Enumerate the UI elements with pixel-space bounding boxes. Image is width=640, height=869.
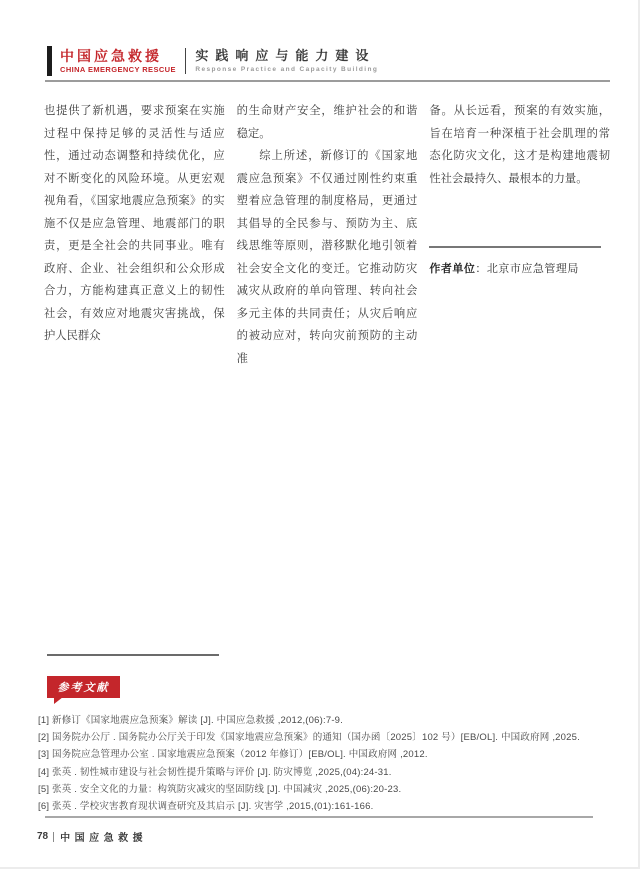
journal-title-cn: 中国应急救援 — [60, 47, 162, 64]
header-rule — [45, 80, 610, 82]
footer-divider — [53, 832, 54, 842]
author-block — [429, 246, 601, 281]
page-number: 78 — [37, 831, 49, 842]
author-label: 作者单位 — [429, 263, 476, 275]
header-vertical-divider — [185, 48, 187, 74]
paragraph-continued: 备。从长远看，预案的有效实施，旨在培育一种深植于社会肌理的常态化防灾文化，这才是构建地震韧性社会最持久、最根本的力量。 — [429, 105, 611, 185]
article-body — [44, 100, 611, 365]
section-block — [195, 48, 378, 75]
reference-item: [2] 国务院办公厅 . 国务院办公厅关于印发《国家地震应急预案》的通知（国办函〔2025〕102 号）[EB/OL]. 中国政府网 ,2025. — [38, 732, 580, 744]
masthead — [47, 46, 378, 76]
brand-block — [60, 48, 176, 75]
section-title-en: Response Practice and Capacity Building — [195, 65, 379, 73]
footer-rule — [45, 816, 593, 818]
reference-item: [1] 新修订《国家地震应急预案》解读 [J]. 中国应急救援 ,2012,(06):7-9. — [38, 715, 344, 726]
author-rule — [429, 246, 601, 248]
brand-vertical-bar — [47, 46, 52, 76]
references-badge — [47, 676, 120, 698]
article-end-rule — [47, 654, 219, 656]
references-badge-tail — [54, 697, 63, 704]
reference-item: [6] 张英 . 学校灾害教育现状调查研究及其启示 [J]. 灾害学 ,2015,(01):161-166. — [38, 801, 374, 813]
article-column-3 — [429, 100, 610, 310]
article-column-2 — [236, 100, 418, 365]
page-footer — [37, 829, 147, 844]
paragraph-continued: 也提供了新机遇，要求预案在实施过程中保持足够的灵活性与适应性，通过动态调整和持续优化，应对不断变化的风险环境。从更宏观视角看，《国家地震应急预案》的实施不仅是应急管理、地震部门的职责，更是全社会的共同事业。唯有政府、企业、社会组织和公众形成合力，方能构建真正意义上的韧性社会，有效应对地震灾害挑战，保护人民群众 — [44, 105, 225, 342]
section-title-cn: 实践响应与能力建设 — [195, 47, 376, 63]
references-list — [38, 712, 613, 815]
reference-item: [4] 张英 . 韧性城市建设与社会韧性提升策略与评价 [J]. 防灾博览 ,2025,(04):24-31. — [38, 766, 392, 778]
journal-title-en: CHINA EMERGENCY RESCUE — [60, 64, 176, 74]
reference-item: [3] 国务院应急管理办公室 . 国家地震应急预案（2012 年修订）[EB/OL]. 中国政府网 ,2012. — [38, 749, 428, 761]
footer-journal-name: 中国应急救援 — [60, 833, 148, 844]
reference-item: [5] 张英 . 安全文化的力量：构筑防灾减灾的坚固防线 [J]. 中国减灾 ,2025,(06):20-23. — [38, 783, 402, 795]
author-value: ：北京市应急管理局 — [475, 263, 579, 275]
paragraph-conclusion: 综上所述，新修订的《国家地震应急预案》不仅通过刚性约束重塑着应急管理的制度格局，更通过其倡导的全民参与、预防为主、底线思维等原则，潜移默化地引领着社会安全文化的变迁。它推动防灾减灾从政府的单向管理、转向社会多元主体的共同责任；从灾后响应的被动应对，转向灾前预防的主动准 — [236, 150, 418, 365]
author-affiliation — [429, 258, 601, 281]
article-column-1 — [44, 100, 225, 342]
references-badge-label: 参考文献 — [57, 682, 110, 694]
paragraph-continued: 的生命财产安全，维护社会的和谐稳定。 — [236, 105, 418, 140]
